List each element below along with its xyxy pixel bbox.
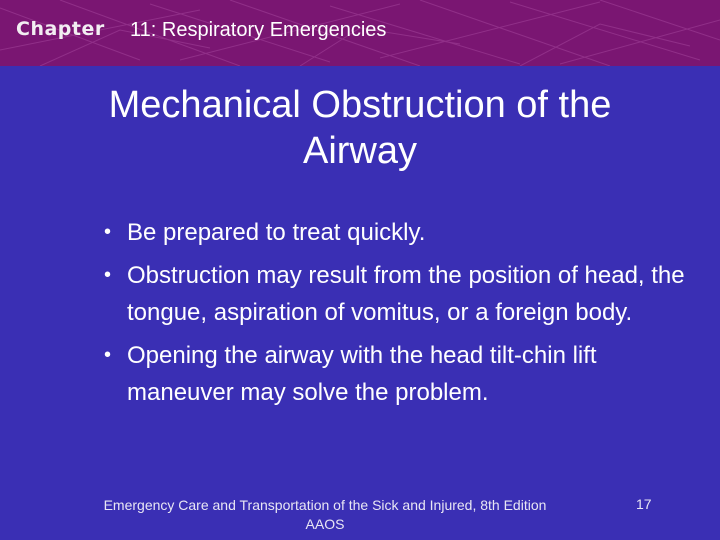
slide-title-line-1: Mechanical Obstruction of the	[108, 84, 612, 126]
chapter-title: 11: Respiratory Emergencies	[130, 19, 387, 41]
bullet-text: Opening the airway with the head tilt-chin lift maneuver may solve the problem.	[127, 342, 597, 406]
bullet-dot-icon: •	[104, 221, 112, 243]
bullet-dot-icon: •	[104, 264, 112, 286]
bullet-item	[104, 337, 704, 411]
bullet-dot-icon: •	[104, 344, 112, 366]
slide-title	[20, 82, 700, 174]
bullet-item	[104, 257, 704, 331]
footer-publisher: AAOS	[305, 516, 345, 532]
slide-title-line-2: Airway	[302, 130, 418, 172]
header-band	[0, 0, 720, 66]
footer-book-title: Emergency Care and Transportation of the Sick and Injured, 8th Edition	[103, 497, 547, 513]
bullet-list	[104, 214, 704, 417]
footer-citation	[60, 496, 590, 534]
bullet-text: Obstruction may result from the position of head, the tongue, aspiration of vomitus, or a foreign body.	[127, 262, 685, 326]
page-number: 17	[636, 496, 652, 512]
bullet-text: Be prepared to treat quickly.	[127, 219, 426, 246]
bullet-item	[104, 214, 704, 251]
chapter-label: Chapter	[16, 18, 105, 40]
